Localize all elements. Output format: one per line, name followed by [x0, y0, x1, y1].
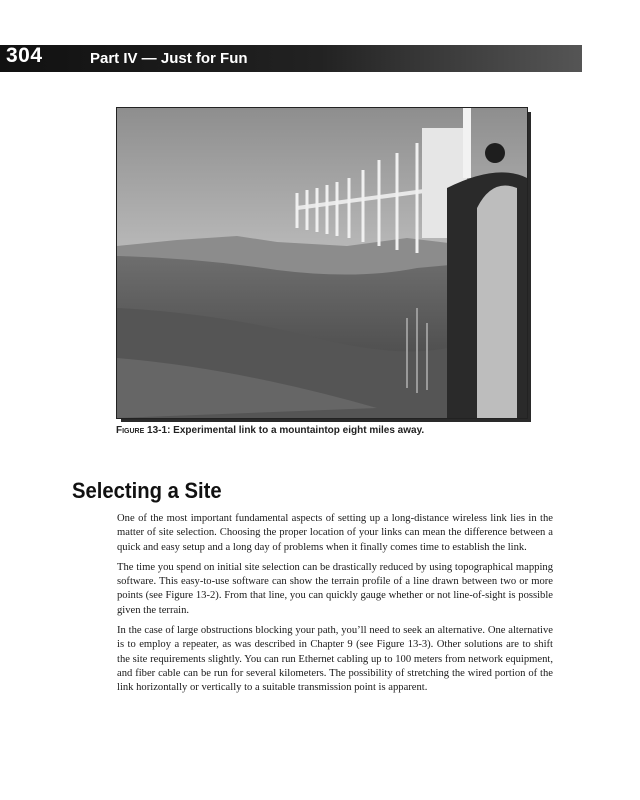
running-header-bar — [0, 45, 582, 72]
body-text — [117, 512, 553, 702]
paragraph: In the case of large obstructions blocking your path, you’ll need to seek an alternative. One alternative is to employ a repeater, as was described in Chapter 9 (see Figure 13-3). Other solutions are to shift the site requirements slightly. You can run Ethernet cabling up to 100 meters from network equipment, and fiber cable can be run for several kilometers. The possibility of stretching the wired portion of the link horizontally or vertically to a suitable transmission point is apparent. — [117, 625, 553, 694]
antenna-landscape-image — [117, 108, 527, 418]
paragraph: The time you spend on initial site selection can be drastically reduced by using topographical mapping software. This easy-to-use software can show the terrain profile of a line drawn between two or more points (see Figure 13-2). From that line, you can quickly gauge whether or not line-of-sight is possible given the terrain. — [117, 561, 553, 616]
figure-photo — [116, 107, 528, 419]
caption-label: Figure 13-1: — [116, 425, 171, 436]
page-number: 304 — [6, 44, 43, 67]
part-title: Part IV — Just for Fun — [90, 50, 248, 67]
caption-text: Experimental link to a mountaintop eight miles away. — [170, 425, 425, 436]
section-heading: Selecting a Site — [72, 478, 222, 503]
paragraph: One of the most important fundamental aspects of setting up a long-distance wireless link lies in the matter of site selection. Choosing the proper location of your links can mean the difference between a quick and easy setup and a long day of problems when it finally comes time to establish the link. — [117, 513, 553, 553]
figure-caption — [116, 425, 424, 436]
